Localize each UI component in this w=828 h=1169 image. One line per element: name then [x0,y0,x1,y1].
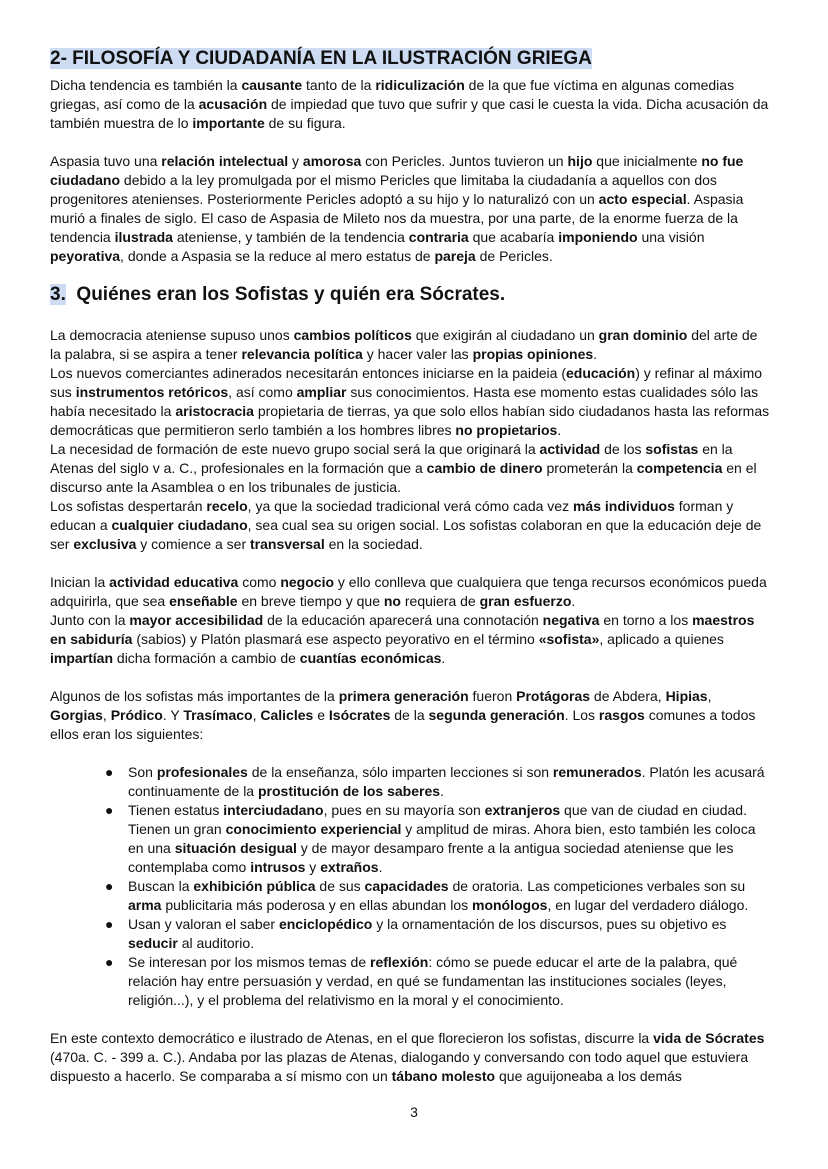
bold-text: enciclopédico [278,916,373,932]
bold-text: cuantías económicas [299,650,442,666]
text-run: sus conocimientos. Hasta ese momento estas cualidades sólo las había necesitado la [50,384,759,419]
text-run: , ya que la sociedad tradicional verá cómo cada vez [247,498,573,514]
text-run: y [288,153,303,169]
text-run: y ello conlleva que cualquiera que tenga recursos económicos pueda adquirirla, que sea [50,574,767,609]
text-run: . Platón les acusará continuamente de la [128,764,765,799]
bold-text: relación intelectual [161,153,289,169]
list-item-text [128,878,748,913]
bold-text: arma [128,897,162,913]
text-run: y la ornamentación de los discursos, pues su objetivo es [372,916,727,932]
text-run: Los nuevos comerciantes adinerados necesitarán entonces iniciarse en la paideia ( [50,365,566,381]
text-run: de su figura. [264,115,346,131]
paragraph [50,76,772,133]
text-run: del arte de la palabra, si se aspira a tener [50,327,758,362]
bold-text: hijo [567,153,593,169]
bullet-icon: ● [105,802,114,818]
paragraph [50,326,772,364]
list-item [105,763,772,801]
text-run: Aspasia tuvo una [50,153,162,169]
text-run: Junto con la [50,612,130,628]
bold-text: exhibición pública [193,878,316,894]
text-run: Son [128,764,157,780]
text-run: y comience a ser [136,536,251,552]
text-run: . [440,783,444,799]
text-run: . Y [162,707,184,723]
bold-text: pareja [434,248,476,264]
text-run: que exigirán al ciudadano un [411,327,599,343]
text-run: tanto de la [302,77,376,93]
bold-text: «sofista» [538,631,600,647]
text-run: , en lugar del verdadero diálogo. [547,897,749,913]
text-run: en el discurso ante la Asamblea o en los tribunales de justicia. [50,460,757,495]
text-run: Usan y valoran el saber [128,916,279,932]
list-item [105,801,772,877]
text-run: propietaria de tierras, ya que solo ellos habían sido ciudadanos hasta las reformas democráticas que permitieron serlo también a los hombres libres [50,403,770,438]
text-run: publicitaria más poderosa y en ellas abundan los [161,897,472,913]
list-item-text [128,802,755,875]
section-2-heading [50,46,772,72]
text-run: dicha formación a cambio de [113,650,300,666]
text-run: Tienen estatus [128,802,224,818]
bold-text: vida de Sócrates [653,1030,765,1046]
bold-text: sofistas [645,441,699,457]
text-run: , pues en su mayoría son [323,802,485,818]
text-run: , [102,707,111,723]
bullet-icon: ● [105,954,114,970]
text-run: . Aspasia murió a finales de siglo. El caso de Aspasia de Mileto nos da muestra, por una parte, de la enorme fuerza de la tendencia [50,191,744,245]
text-run: que acabaría [468,229,559,245]
text-run: de los [600,441,646,457]
bold-text: maestros en sabiduría [50,612,755,647]
paragraph [50,687,772,744]
sophist-traits-list [50,763,772,1010]
bold-text: ampliar [296,384,347,400]
text-run: En este contexto democrático e ilustrado de Atenas, en el que florecieron los sofistas, discurre la [50,1030,654,1046]
section-2-title: 2- FILOSOFÍA Y CIUDADANÍA EN LA ILUSTRACIÓN GRIEGA [50,48,592,69]
text-run: , [707,688,712,704]
text-run: de sus [315,878,365,894]
bold-text: segunda generación [428,707,565,723]
text-run: : cómo se puede educar el arte de la palabra, qué relación hay entre persuasión y verdad, en qué se fundamentan las instituciones sociales (leyes, religión...), y el problema del relativismo en la moral y el conocimiento. [128,954,738,1008]
bold-text: extraños [320,859,379,875]
bold-text: exclusiva [73,536,137,552]
bold-text: primera generación [338,688,469,704]
text-run: que aguijoneaba a los demás [495,1068,682,1084]
paragraph [50,497,772,554]
bold-text: aristocracia [175,403,254,419]
bold-text: peyorativa [50,248,121,264]
bold-text: cambio de dinero [426,460,543,476]
paragraph [50,611,772,668]
bold-text: no propietarios [455,422,558,438]
text-run: prometerán la [542,460,637,476]
bold-text: extranjeros [484,802,561,818]
text-run: de Pericles. [475,248,553,264]
text-run: . [593,346,598,362]
bold-text: acusación [198,96,268,112]
text-run: Se interesan por los mismos temas de [128,954,370,970]
text-run: y de mayor desamparo frente a la antigua sociedad ateniense que les contemplaba como [128,840,734,875]
bold-text: seducir [128,935,178,951]
text-run: una visión [637,229,705,245]
bold-text: intrusos [250,859,306,875]
text-run: en torno a los [599,612,693,628]
bold-text: Hipias [665,688,708,704]
text-run: . [571,593,576,609]
bold-text: actividad educativa [109,574,239,590]
bold-text: instrumentos retóricos [75,384,229,400]
text-run: e [313,707,329,723]
text-run: fueron [468,688,517,704]
page-content [50,46,772,1086]
text-run: de oratoria. Las competiciones verbales son su [448,878,746,894]
bold-text: Trasímaco [183,707,253,723]
list-item [105,953,772,1010]
bold-text: tábano molesto [391,1068,496,1084]
bold-text: no fue ciudadano [50,153,744,188]
bold-text: prostitución de los saberes [257,783,441,799]
paragraph [50,440,772,497]
bold-text: monólogos [472,897,548,913]
bold-text: negativa [542,612,600,628]
bold-text: ridiculización [375,77,465,93]
bold-text: remunerados [552,764,642,780]
bold-text: ilustrada [114,229,173,245]
bullet-icon: ● [105,916,114,932]
text-run: de la que fue víctima en algunas comedias griegas, así como de la [50,77,735,112]
paragraph [50,573,772,611]
list-item [105,915,772,953]
text-run: y amplitud de miras. Ahora bien, esto también les coloca en una [128,821,756,856]
bold-text: mayor accesibilidad [129,612,264,628]
bold-text: recelo [206,498,248,514]
text-run: . [441,650,446,666]
bold-text: interciudadano [223,802,324,818]
paragraph [50,364,772,440]
text-run: ) y refinar al máximo sus [50,365,763,400]
text-run: comunes a todos ellos eran los siguientes: [50,707,756,742]
text-run: La democracia ateniense supuso unos [50,327,294,343]
text-run: , donde a Aspasia se la reduce al mero estatus de [120,248,435,264]
text-run: forman y educan a [50,498,734,533]
bold-text: enseñable [169,593,238,609]
text-run: , sea cual sea su origen social. Los sofistas colaboran en que la educación deje de ser [50,517,762,552]
text-run: Buscan la [128,878,194,894]
section-3-title: Quiénes eran los Sofistas y quién era Sócrates. [76,284,506,305]
bold-text: educación [565,365,636,381]
bold-text: situación desigual [174,840,297,856]
text-run: . [378,859,383,875]
bold-text: cualquier ciudadano [111,517,248,533]
bold-text: conocimiento experiencial [225,821,402,837]
list-item-text [128,764,765,799]
text-run: al auditorio. [177,935,255,951]
bold-text: gran dominio [598,327,688,343]
paragraph [50,1029,772,1086]
list-item-text [128,916,726,951]
bold-text: importante [192,115,265,131]
bold-text: relevancia política [241,346,363,362]
bold-text: causante [241,77,303,93]
list-item [105,877,772,915]
text-run: en la sociedad. [324,536,423,552]
text-run: de la [390,707,429,723]
text-run: ateniense, y también de la tendencia [172,229,409,245]
bold-text: Isócrates [328,707,391,723]
bold-text: reflexión [370,954,429,970]
bold-text: contraria [408,229,469,245]
section-3-number: 3. [50,284,66,305]
text-run: Dicha tendencia es también la [50,77,242,93]
bold-text: actividad [539,441,601,457]
bold-text: gran esfuerzo [479,593,572,609]
bold-text: impartían [50,650,114,666]
text-run: que van de ciudad en ciudad. Tienen un gran [128,802,747,837]
text-run: Los sofistas despertarán [50,498,207,514]
text-run: requiera de [400,593,480,609]
bold-text: competencia [636,460,723,476]
text-run: , así como [228,384,297,400]
text-run: debido a la ley promulgada por el mismo Pericles que limitaba la ciudadanía a aquellos con dos progenitores atenienses. Posteriormente Pericles adoptó a su hijo y lo naturalizó con un [50,172,717,207]
page-number: 3 [410,1104,418,1120]
text-run: de Abdera, [590,688,666,704]
text-run: y [305,859,321,875]
text-run: que inicialmente [592,153,702,169]
text-run: de la educación aparecerá una connotación [263,612,543,628]
bold-text: Gorgias [50,707,103,723]
text-run: y hacer valer las [362,346,473,362]
bold-text: capacidades [364,878,449,894]
text-run: de impiedad que tuvo que sufrir y que casi le cuesta la vida. Dicha acusación da también muestra de lo [50,96,769,131]
text-run: . Los [564,707,599,723]
bold-text: propias opiniones [472,346,594,362]
text-run: de la enseñanza, sólo imparten lecciones si son [247,764,553,780]
text-run: Inician la [50,574,110,590]
text-run: como [238,574,281,590]
bold-text: transversal [250,536,325,552]
text-run: en breve tiempo y que [237,593,384,609]
text-run: . [557,422,562,438]
text-run: (sabios) y Platón plasmará ese aspecto peyorativo en el término [132,631,539,647]
list-item-text [128,954,737,1008]
text-run: (470a. C. - 399 a. C.). Andaba por las plazas de Atenas, dialogando y conversando con todo aquel que estuviera dispuesto a hacerlo. Se comparaba a sí mismo con un [50,1049,749,1084]
bold-text: imponiendo [558,229,638,245]
bold-text: rasgos [598,707,645,723]
text-run: Algunos de los sofistas más importantes de la [50,688,339,704]
bold-text: acto especial [598,191,687,207]
section-3-heading [50,282,772,308]
paragraph [50,152,772,266]
bold-text: Protágoras [516,688,591,704]
text-run: , aplicado a quienes [599,631,724,647]
bold-text: Calicles [260,707,314,723]
text-run: en la Atenas del siglo v a. C., profesionales en la formación que a [50,441,733,476]
bold-text: más individuos [572,498,675,514]
bold-text: profesionales [156,764,248,780]
bold-text: Pródico [110,707,163,723]
text-run: con Pericles. Juntos tuvieron un [361,153,568,169]
bold-text: amorosa [302,153,362,169]
bold-text: negocio [280,574,335,590]
text-run: La necesidad de formación de este nuevo grupo social será la que originará la [50,441,540,457]
bold-text: cambios políticos [293,327,412,343]
bullet-icon: ● [105,764,114,780]
bullet-icon: ● [105,878,114,894]
text-run: , [252,707,261,723]
bold-text: no [383,593,401,609]
